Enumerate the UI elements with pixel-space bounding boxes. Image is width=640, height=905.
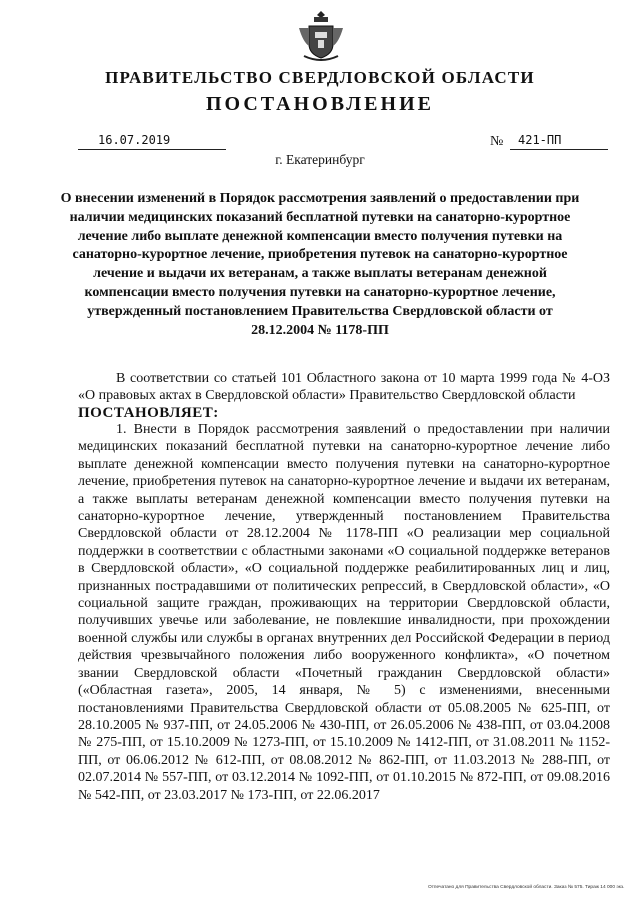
number-label: № bbox=[490, 134, 504, 149]
preamble: В соответствии со статьей 101 Областного закона от 10 марта 1999 года № 4-ОЗ «О правовых актах в Свердловской области» Правительство Свердловской области bbox=[78, 371, 610, 403]
print-footer: Отпечатано для Правительства Свердловской области. Заказ № 575. Тираж 14 000 экз. bbox=[428, 885, 625, 890]
government-name: ПРАВИТЕЛЬСТВО СВЕРДЛОВСКОЙ ОБЛАСТИ bbox=[105, 68, 535, 87]
document-number: 421-ПП bbox=[510, 132, 608, 150]
clause-1: 1. Внести в Порядок рассмотрения заявлений о предоставлении при наличии медицинских показаний бесплатной путевки на санаторно-курортное лечение либо выплате денежной компенсации вместо получения путевки на санаторно-курортное лечение, приобретения путевок на санаторно-курортное лечение и выдачи их ветеранам, а также выплаты ветеранам денежной компенсации вместо получения путевки на санаторно-курортное лечение, утвержденный постановлением Правительства Свердловской области от 28.12.2004 № 1178-ПП «О реализации мер социальной поддержки в соответствии с областными законами «О социальной поддержке ветеранов в Свердловской области», «О социальной поддержке реабилитированных лиц и лиц, признанных пострадавшими от политических репрессий, в Свердловской области», «О социальной защите граждан, проживающих на территории Свердловской области, получивших увечье или заболевание, не повлекшие инвалидности, при прохождении военной службы или службы в органах внутренних дел Российской Федерации в период действия чрезвычайного положения либо вооруженного конфликта», «О почетном звании Свердловской области «Почетный гражданин Свердловской области» («Областная газета», 2005, 14 января, № 5) с изменениями, внесенными постановлениями Правительства Свердловской области от 05.08.2005 № 625-ПП, от 28.10.2005 № 937-ПП, от 24.05.2006 № 430-ПП, от 26.05.2006 № 438-ПП, от 03.04.2008 № 275-ПП, от 15.10.2009 № 1273-ПП, от 15.10.2009 № 1412-ПП, от 31.08.2011 № 1152-ПП, от 06.06.2012 № 612-ПП, от 08.08.2012 № 862-ПП, от 11.03.2013 № 288-ПП, от 02.07.2014 № 557-ПП, от 03.12.2014 № 1092-ПП, от 01.10.2015 № 872-ПП, от 09.08.2016 № 542-ПП, от 23.03.2017 № 173-ПП, от 22.06.2017 bbox=[78, 422, 610, 803]
city: г. Екатеринбург bbox=[275, 152, 365, 167]
document-type: ПОСТАНОВЛЕНИЕ bbox=[206, 93, 434, 115]
resolves-heading: ПОСТАНОВЛЯЕТ: bbox=[78, 405, 219, 421]
document-title: О внесении изменений в Порядок рассмотрения заявлений о предоставлении при наличии медицинских показаний бесплатной путевки на санаторно-курортное лечение либо выплате денежной компенсации вместо получения путевки на санаторно-курортное лечение, приобретения путевок на санаторно-курортное лечение и выдачи их ветеранам, а также выплаты ветеранам денежной компенсации вместо получения путевки на санаторно-курортное лечение, утвержденный постановлением Правительства Свердловской области от 28.12.2004 № 1178-ПП bbox=[60, 191, 580, 338]
document-date: 16.07.2019 bbox=[78, 132, 226, 150]
coat-of-arms-icon bbox=[296, 8, 346, 64]
